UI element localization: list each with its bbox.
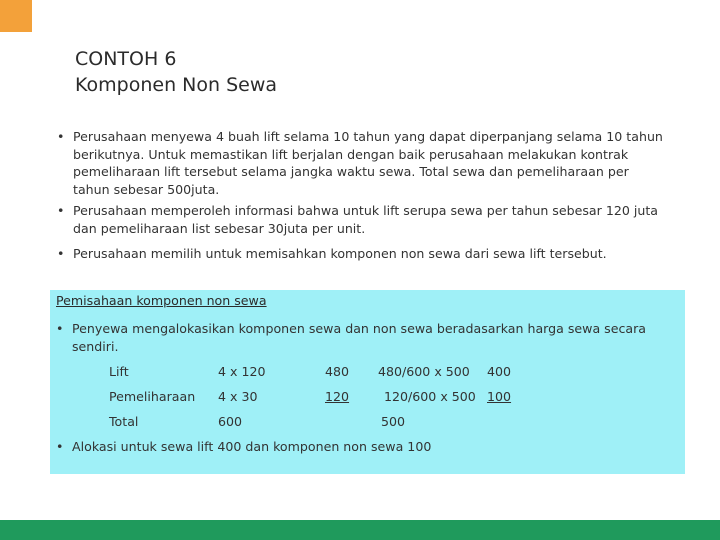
box-bullet: • Alokasi untuk sewa lift 400 dan komponen non sewa 100 [54, 438, 672, 456]
box-heading: Pemisahaan komponen non sewa [56, 293, 267, 308]
separation-box [50, 290, 685, 474]
bottom-bar [0, 520, 720, 540]
bullet-list [55, 128, 665, 267]
row-allocated: 100 [487, 389, 512, 404]
row-label: Total [109, 414, 139, 429]
row-amount: 120 [325, 389, 350, 404]
row-formula: 480/600 x 500 [378, 364, 470, 379]
bullet-item: • Perusahaan menyewa 4 buah lift selama 10 tahun yang dapat diperpanjang selama 10 tahun berikutnya. Untuk memastikan lift berjalan dengan baik perusahaan melakukan kontrak pemeliharaan lift tersebut selama jangka waktu sewa. Total sewa dan pemeliharaan per tahun sebesar 500juta. [55, 128, 665, 198]
row-label: Lift [109, 364, 129, 379]
row-calc: 4 x 30 [218, 389, 258, 404]
row-allocated: 400 [487, 364, 512, 379]
row-calc: 600 [218, 414, 243, 429]
row-formula: 120/600 x 500 [384, 389, 476, 404]
bullet-item: • Perusahaan memilih untuk memisahkan komponen non sewa dari sewa lift tersebut. [55, 245, 665, 263]
row-calc: 4 x 120 [218, 364, 266, 379]
row-amount: 480 [325, 364, 350, 379]
title-line-1: CONTOH 6 [75, 48, 177, 70]
row-label: Pemeliharaan [109, 389, 196, 404]
accent-square [0, 0, 32, 32]
title-line-2: Komponen Non Sewa [75, 74, 277, 96]
bullet-item: • Perusahaan memperoleh informasi bahwa untuk lift serupa sewa per tahun sebesar 120 juta dan pemeliharaan list sebesar 30juta per unit. [55, 202, 665, 237]
slide-title [75, 46, 277, 98]
box-bullet: • Penyewa mengalokasikan komponen sewa dan non sewa beradasarkan harga sewa secara sendiri. [54, 320, 672, 356]
row-formula: 500 [381, 414, 406, 429]
